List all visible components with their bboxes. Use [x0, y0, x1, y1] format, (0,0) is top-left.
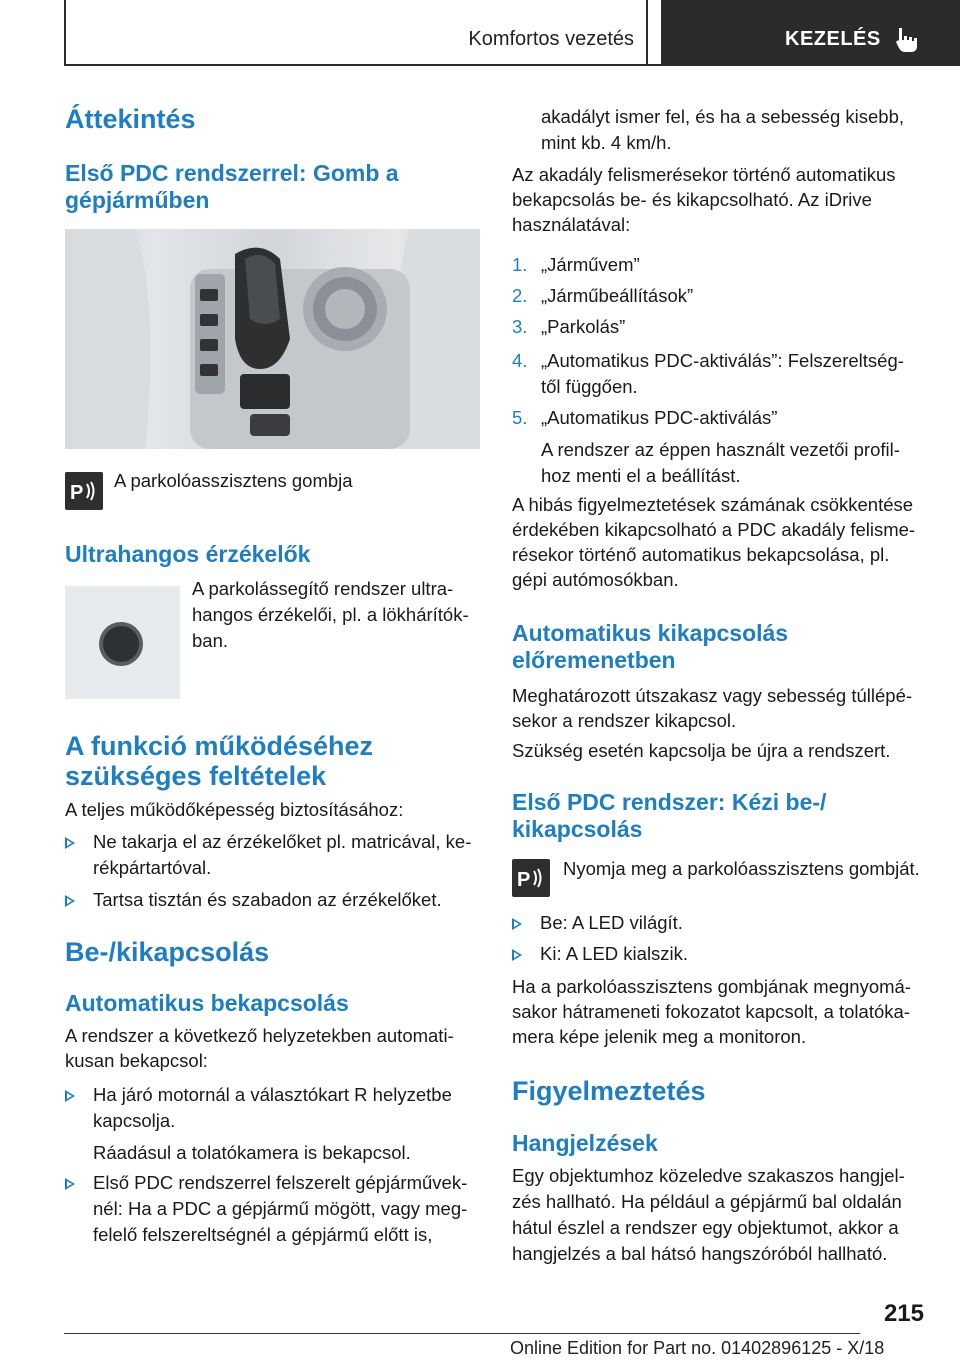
auto-on-text-line1: A rendszer a következő helyzetekben automati‐	[65, 1025, 454, 1046]
manual-text: Nyomja meg a parkolóasszisztens gombját.	[563, 858, 920, 879]
heading-overview: Áttekintés	[65, 104, 196, 134]
step-text: „Járművem”	[541, 254, 640, 275]
heading-manual-line2: kikapcsolás	[512, 816, 643, 842]
page-number: 215	[883, 1300, 924, 1327]
bullet-text: Első PDC rendszerrel felszerelt gépjárművek‐	[93, 1172, 468, 1193]
bullet-triangle-icon	[512, 918, 522, 930]
heading-auto-off-line1: Automatikus kikapcsolás	[512, 620, 789, 646]
step-number: 5.	[512, 407, 528, 428]
center-console-image	[65, 229, 480, 449]
false-alarm-text-line4: gépi autómosókban.	[512, 569, 679, 590]
step-number: 4.	[512, 350, 528, 371]
step-text: „Automatikus PDC-aktiválás”	[541, 407, 778, 428]
bullet-text: Ne takarja el az érzékelőket pl. matricával, ke‐	[93, 831, 472, 852]
svg-text:P: P	[517, 869, 531, 891]
bullet-triangle-icon	[65, 895, 75, 907]
heading-auto-off-line2: előremenetben	[512, 647, 676, 673]
heading-conditions-line2: szükséges feltételek	[65, 761, 327, 791]
bullet-text: Be: A LED világít.	[540, 912, 683, 933]
false-alarm-text-line2: érdekében kikapcsolható a PDC akadály felisme‐	[512, 519, 916, 540]
auto-off-text-line2: sekor a rendszer kikapcsol.	[512, 710, 737, 731]
sensors-text-line1: A parkolássegítő rendszer ultra‐	[192, 578, 454, 599]
step-text: „Parkolás”	[541, 316, 626, 337]
auto-off-text-line3: Szükség esetén kapcsolja be újra a rendszert.	[512, 740, 891, 761]
step-text: „Járműbeállítások”	[541, 285, 694, 306]
bullet-triangle-icon	[512, 949, 522, 961]
bullet-text: Ha járó motornál a választókart R helyzetbe	[93, 1084, 452, 1105]
header-chapter-title: KEZELÉS	[785, 28, 881, 50]
continued-text-line2: mint kb. 4 km/h.	[541, 132, 672, 153]
signals-text-line3: hátul észlel a rendszer egy objektumot, akkor a	[512, 1217, 899, 1238]
heading-front-pdc-line1: Első PDC rendszerrel: Gomb a	[65, 160, 399, 186]
bullet-text: Tartsa tisztán és szabadon az érzékelőket.	[93, 889, 442, 910]
bullet-triangle-icon	[65, 1178, 75, 1190]
header-rule	[64, 64, 960, 66]
false-alarm-text-line3: résekor történő automatikus bekapcsolása, pl.	[512, 544, 890, 565]
ultrasonic-sensor-image	[65, 586, 180, 699]
bullet-text: Ki: A LED kialszik.	[540, 943, 689, 964]
heading-warning: Figyelmeztetés	[512, 1076, 706, 1106]
bullet-text: Ráadásul a tolatókamera is bekapcsol.	[93, 1142, 411, 1163]
reverse-text-line3: mera képe jelenik meg a monitoron.	[512, 1026, 807, 1047]
hand-pointer-icon	[893, 26, 921, 54]
heading-conditions-line1: A funkció működéséhez	[65, 731, 374, 761]
svg-text:P: P	[70, 482, 84, 504]
bullet-text: nél: Ha a PDC a gépjármű mögött, vagy meg‐	[93, 1198, 468, 1219]
heading-manual-line1: Első PDC rendszer: Kézi be-/	[512, 789, 827, 815]
idrive-text-line3: használatával:	[512, 214, 631, 235]
sensors-text-line3: ban.	[192, 630, 229, 651]
reverse-text-line2: sakor hátrameneti fokozatot kapcsolt, a tolatóka‐	[512, 1001, 910, 1022]
button-caption: A parkolóasszisztens gombja	[114, 470, 353, 491]
bullet-text: felelő felszereltségnél a gépjármű előtt is,	[93, 1224, 433, 1245]
bullet-triangle-icon	[65, 837, 75, 849]
reverse-text-line1: Ha a parkolóasszisztens gombjának megnyomá‐	[512, 976, 911, 997]
bullet-triangle-icon	[65, 1090, 75, 1102]
heading-front-pdc-line2: gépjárműben	[65, 187, 210, 213]
continued-text-line1: akadályt ismer fel, és ha a sebesség kisebb,	[541, 106, 904, 127]
bullet-text: rékpártartóval.	[93, 857, 212, 878]
signals-text-line2: zés hallható. Ha például a gépjármű bal oldalán	[512, 1191, 902, 1212]
footer-edition: Online Edition for Part no. 01402896125 - X/18	[510, 1338, 885, 1358]
step-text: hoz menti el a beállítást.	[541, 465, 741, 486]
header-section-title: Komfortos vezetés	[468, 28, 634, 50]
step-text: „Automatikus PDC-aktiválás”: Felszereltség‐	[541, 350, 904, 371]
heading-on-off: Be-/kikapcsolás	[65, 937, 270, 967]
signals-text-line1: Egy objektumhoz közeledve szakaszos hangjel‐	[512, 1165, 905, 1186]
signals-text-line4: hangjelzés a bal hátsó hangszóróból hallható.	[512, 1243, 888, 1264]
idrive-text-line2: bekapcsolás be- és kikapcsolható. Az iDrive	[512, 189, 872, 210]
page-header	[0, 0, 960, 66]
heading-sensors: Ultrahangos érzékelők	[65, 541, 311, 567]
idrive-text-line1: Az akadály felismerésekor történő automatikus	[512, 164, 896, 185]
park-assist-button-icon	[65, 472, 103, 510]
step-number: 2.	[512, 285, 528, 306]
false-alarm-text-line1: A hibás figyelmeztetések számának csökkentése	[512, 494, 914, 515]
step-text: A rendszer az éppen használt vezetői profil‐	[541, 439, 900, 460]
bullet-text: kapcsolja.	[93, 1110, 176, 1131]
conditions-intro: A teljes működőképesség biztosításához:	[65, 799, 404, 820]
sensors-text-line2: hangos érzékelői, pl. a lökhárítók‐	[192, 604, 469, 625]
step-text: től függően.	[541, 376, 638, 397]
heading-auto-on: Automatikus bekapcsolás	[65, 990, 349, 1016]
auto-on-text-line2: kusan bekapcsol:	[65, 1050, 208, 1071]
park-assist-button-icon	[512, 859, 550, 897]
step-number: 1.	[512, 254, 528, 275]
step-number: 3.	[512, 316, 528, 337]
auto-off-text-line1: Meghatározott útszakasz vagy sebesség túllépé‐	[512, 685, 913, 706]
footer-rule	[64, 1333, 860, 1334]
heading-signals: Hangjelzések	[512, 1130, 658, 1156]
